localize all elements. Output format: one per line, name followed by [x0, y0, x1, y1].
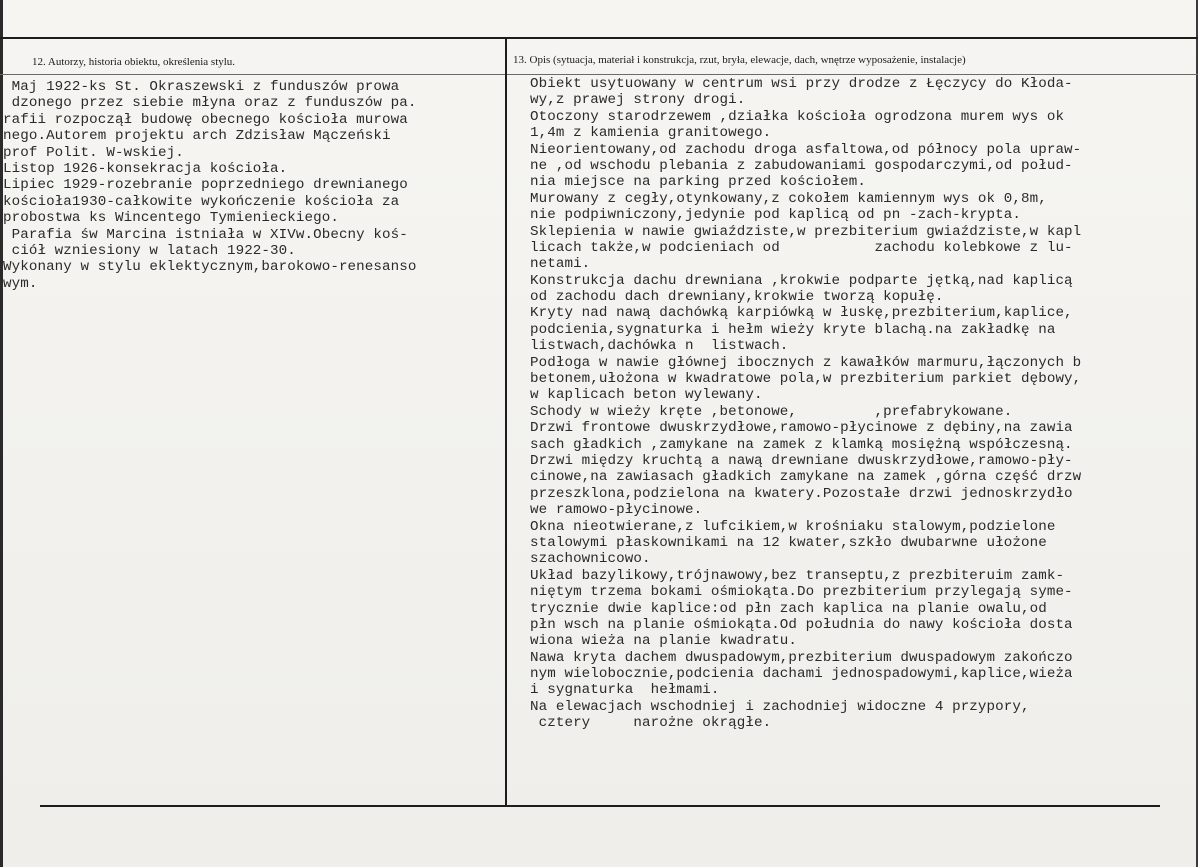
- right-text-line: Sklepienia w nawie gwiaździste,w prezbiterium gwiaździste,w kapl: [530, 223, 1082, 240]
- right-text-line: Drzwi frontowe dwuskrzydłowe,ramowo-płycinowe z dębiny,na zawia: [530, 420, 1073, 437]
- right-text-line: ne ,od wschodu plebania z zabudowaniami gospodarczymi,od połud-: [530, 157, 1073, 174]
- right-text-line: płn wsch na planie ośmiokąta.Od południa do nawy kościoła dosta: [530, 616, 1073, 633]
- right-text-line: nie podpiwniczony,jedynie pod kaplicą od pn -zach-krypta.: [530, 207, 1021, 224]
- right-text-line: w kaplicach beton wylewany.: [530, 387, 763, 404]
- right-text-line: 1,4m z kamienia granitowego.: [530, 125, 772, 142]
- right-text-line: Na elewacjach wschodniej i zachodniej widoczne 4 przypory,: [530, 698, 1030, 715]
- right-text-line: Okna nieotwierane,z lufcikiem,w krośniaku stalowym,podzielone: [530, 518, 1056, 535]
- right-text-line: listwach,dachówka n listwach.: [530, 338, 789, 355]
- left-text-line: probostwa ks Wincentego Tymienieckiego.: [3, 210, 339, 227]
- right-text-line: cztery narożne okrągłe.: [530, 715, 772, 732]
- right-text-line: stalowymi płaskownikami na 12 kwater,szkło dwubarwne ułożone: [530, 534, 1047, 551]
- right-column-text: [530, 76, 1081, 732]
- left-column-text: [3, 79, 416, 292]
- right-text-line: licach także,w podcieniach od zachodu kolebkowe z lu-: [530, 239, 1073, 256]
- left-text-line: nego.Autorem projektu arch Zdzisław Mączeński: [3, 128, 391, 145]
- right-text-line: Murowany z cegły,otynkowany,z cokołem kamiennym wys ok 0,8m,: [530, 190, 1047, 207]
- right-text-line: trycznie dwie kaplice:od płn zach kaplica na planie owalu,od: [530, 600, 1047, 617]
- column-divider: [505, 37, 507, 805]
- right-text-line: betonem,ułożona w kwadratowe pola,w prezbiterium parkiet dębowy,: [530, 371, 1082, 388]
- right-text-line: Konstrukcja dachu drewniana ,krokwie podparte jętką,nad kaplicą: [530, 272, 1073, 289]
- right-text-line: od zachodu dach drewniany,krokwie tworzą kopułę.: [530, 289, 944, 306]
- right-text-line: Schody w wieży kręte ,betonowe, ,prefabrykowane.: [530, 403, 1013, 420]
- left-column-header: 12. Autorzy, historia obiektu, określenia stylu.: [32, 56, 236, 68]
- top-rule: [0, 37, 1198, 39]
- left-text-line: prof Polit. W-wskiej.: [3, 144, 184, 161]
- left-text-line: Lipiec 1929-rozebranie poprzedniego drewnianego: [3, 177, 408, 194]
- left-text-line: Wykonany w stylu eklektycznym,barokowo-renesanso: [3, 259, 417, 276]
- right-text-line: przeszklona,podzielona na kwatery.Pozostałe drzwi jednoskrzydło: [530, 485, 1073, 502]
- right-text-line: Obiekt usytuowany w centrum wsi przy drodze z Łęczycy do Kłoda-: [530, 76, 1073, 92]
- header-rule: [0, 74, 1198, 75]
- left-text-line: rafii rozpoczął budowę obecnego kościoła murowa: [3, 111, 408, 128]
- right-text-line: Drzwi między kruchtą a nawą drewniane dwuskrzydłowe,ramowo-pły-: [530, 452, 1073, 469]
- left-text-line: wym.: [3, 275, 38, 292]
- left-text-line: dzonego przez siebie młyna oraz z funduszów pa.: [3, 95, 417, 112]
- left-text-line: Parafia św Marcina istniała w XIVw.Obecny koś-: [3, 226, 408, 243]
- right-text-line: we ramowo-płycinowe.: [530, 502, 703, 519]
- left-text-line: Listop 1926-konsekracja kościoła.: [3, 160, 288, 177]
- right-text-line: Układ bazylikowy,trójnawowy,bez transeptu,z prezbiteruim zamk-: [530, 567, 1065, 584]
- right-text-line: Nieorientowany,od zachodu droga asfaltowa,od północy pola upraw-: [530, 141, 1082, 158]
- right-text-line: niętym trzema bokami ośmiokąta.Do prezbiterium przylegają syme-: [530, 584, 1073, 601]
- right-text-line: nia miejsce na parking przed kościołem.: [530, 174, 866, 191]
- right-text-line: Podłoga w nawie głównej ibocznych z kawałków marmuru,łączonych b: [530, 354, 1082, 371]
- right-text-line: nym wielobocznie,podcienia dachami jednospadowymi,kaplice,wieża: [530, 666, 1073, 683]
- right-text-line: i sygnaturka hełmami.: [530, 682, 720, 699]
- right-text-line: podcienia,sygnaturka i hełm wieży kryte blachą.na zakładkę na: [530, 321, 1056, 338]
- right-text-line: Kryty nad nawą dachówką karpiówką w łuskę,prezbiterium,kaplice,: [530, 305, 1073, 322]
- right-text-line: Otoczony starodrzewem ,działka kościoła ogrodzona murem wys ok: [530, 108, 1065, 125]
- left-text-line: kościoła1930-całkowite wykończenie kościoła za: [3, 193, 400, 210]
- right-text-line: wiona wieża na planie kwadratu.: [530, 633, 798, 650]
- left-text-line: Maj 1922-ks St. Okraszewski z funduszów prowa: [3, 79, 400, 95]
- right-text-line: netami.: [530, 256, 591, 273]
- right-text-line: cinowe,na zawiasach gładkich zamykane na zamek ,górna część drzw: [530, 469, 1082, 486]
- right-text-line: wy,z prawej strony drogi.: [530, 92, 746, 109]
- right-text-line: sach gładkich ,zamykane na zamek z klamką mosiężną współczesną.: [530, 436, 1073, 453]
- right-text-line: Nawa kryta dachem dwuspadowym,prezbiterium dwuspadowym zakończo: [530, 649, 1073, 666]
- right-text-line: szachownicowo.: [530, 551, 651, 568]
- left-text-line: ciół wzniesiony w latach 1922-30.: [3, 242, 296, 259]
- right-column-header: 13. Opis (sytuacja, materiał i konstrukcja, rzut, bryła, elewacje, dach, wnętrze wyposażenie, instalacje): [513, 54, 966, 66]
- bottom-rule: [40, 805, 1160, 807]
